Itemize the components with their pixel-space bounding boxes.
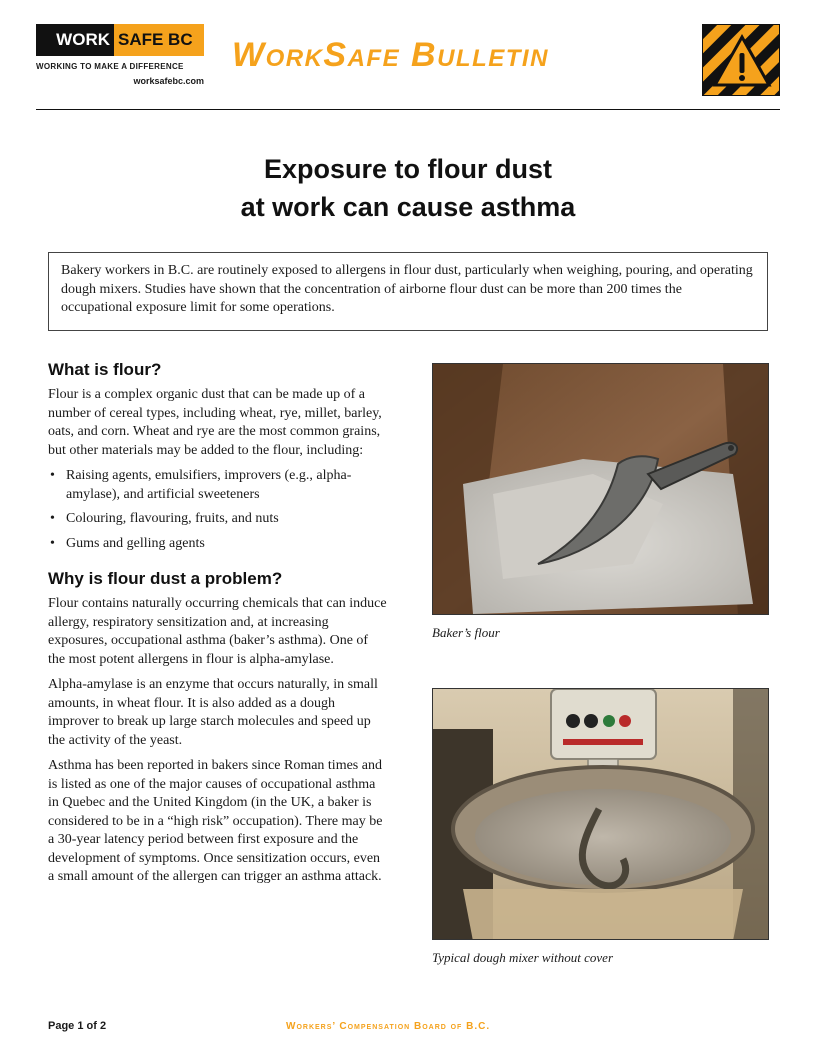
footer-organization: Workers’ Compensation Board of B.C. [286,1021,491,1032]
section-paragraph: Asthma has been reported in bakers since Roman times and is listed as one of the major causes of occupational asthma in Quebec and the United Kingdom (in the UK, a baker is considered to be in a “high risk” occupation). There may be a 30-year latency period between first exposure and the development of symptoms. Once sensitization occurs, even a small amount of the allergen can trigger an asthma attack. [48,758,383,884]
additives-list [48,467,388,553]
left-column [48,360,388,894]
section-heading-what-is-flour: What is flour? [48,360,162,379]
dough-mixer-photo [432,688,769,940]
logo-work-text: WORK [36,24,114,56]
intro-box: Bakery workers in B.C. are routinely exposed to allergens in flour dust, particularly when weighing, pouring, and operating dough mixers. Studies have shown that the concentration of airborne flour dust can be more than 200 times the occupational exposure limit for some operations. [48,252,768,331]
list-item: • Gums and gelling agents [48,535,388,554]
bulletin-title: WorkSafe Bulletin [232,36,549,74]
bakers-flour-photo [432,363,769,615]
header-divider [36,109,780,110]
logo-safebc-text: SAFE BC [114,24,204,56]
logo-tagline: WORKING TO MAKE A DIFFERENCE [36,62,184,71]
section-heading-why-problem: Why is flour dust a problem? [48,569,283,588]
page-number: Page 1 of 2 [48,1020,107,1032]
title-line-2: at work can cause asthma [240,192,576,222]
section-paragraph: Alpha-amylase is an enzyme that occurs naturally, in small amounts, in wheat flour. It is also added as a dough improver to break up large starch molecules and speed up the activity of the yeast. [48,677,378,748]
section-paragraph: Flour contains naturally occurring chemicals that can induce allergy, respiratory sensitization and, at increasing exposures, occupational asthma (baker’s asthma). One of the most potent allergens in flour is alpha-amylase. [48,596,387,667]
section-paragraph: Flour is a complex organic dust that can be made up of a number of cereal types, including wheat, rye, millet, barley, oats, and corn. Wheat and rye are the most common grains, but other materials may be added to the flour, including: [48,387,382,458]
photo-caption: Baker’s flour [432,625,500,640]
title-line-1: Exposure to flour dust [263,154,552,184]
list-item: • Raising agents, emulsifiers, improvers (e.g., alpha-amylase), and artificial sweeteners [48,467,388,504]
warning-exclamation-icon [702,24,780,96]
photo-caption: Typical dough mixer without cover [432,950,614,965]
page-title [0,150,816,226]
worksafebc-logo [36,24,204,56]
list-item: • Colouring, flavouring, fruits, and nuts [48,510,388,529]
logo-url: worksafebc.com [133,76,204,86]
